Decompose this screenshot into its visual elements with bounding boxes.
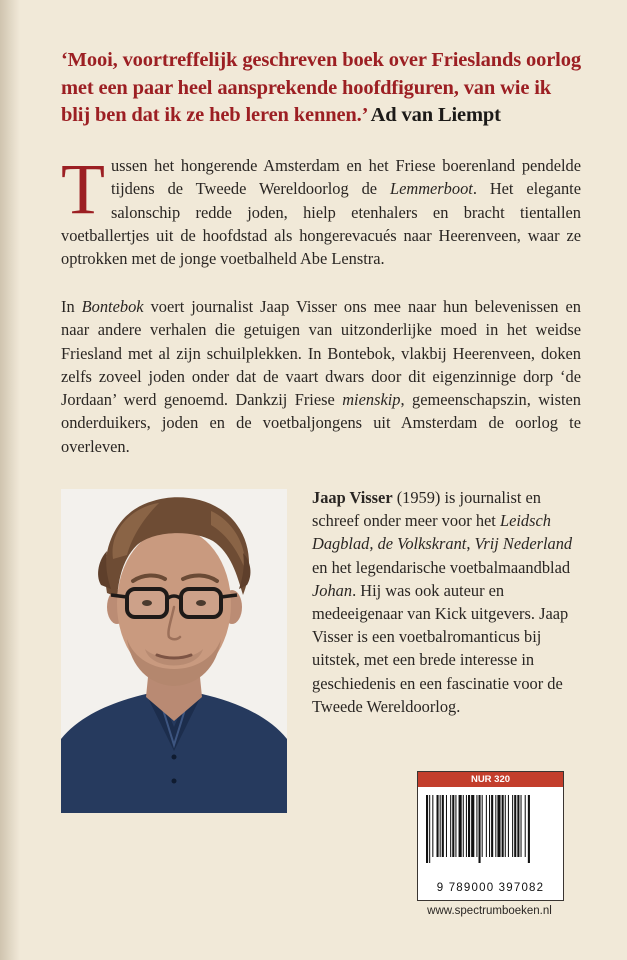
bio-text-1: (1959) is journalist en schreef onder meer voor het bbox=[312, 488, 541, 531]
blurb-paragraph-1 bbox=[61, 149, 581, 270]
quote-author: Ad van Liempt bbox=[370, 104, 501, 126]
author-bio bbox=[312, 486, 582, 718]
bio-text-2: en het legendarische voetbalmaandblad bbox=[312, 557, 571, 577]
mienskip-word: mienskip bbox=[342, 390, 401, 410]
paragraph2-middle: voert journalist Jaap Visser ons mee naar hun belevenissen en naar andere verhalen die getuigen van uitzonderlijke moed in het weidse Friesland met al zijn schuilplekken. In Bontebok, vlakbij Heerenveen, doken zelfs zoveel joden onder dat de vaart dwars door dit eigenzinnige dorp ‘de Jordaan’ werd genoemd. Dankzij Friese bbox=[61, 297, 581, 410]
spine-shadow bbox=[0, 0, 20, 960]
boat-name: Lemmerboot bbox=[389, 179, 473, 199]
barcode-graphic bbox=[418, 787, 563, 867]
publisher-website[interactable]: www.spectrumboeken.nl bbox=[427, 905, 552, 917]
book-title: Bontebok bbox=[81, 297, 144, 316]
blurb-paragraph-2 bbox=[61, 295, 581, 458]
bio-separator-2: , bbox=[466, 534, 475, 554]
author-photo bbox=[61, 489, 287, 813]
author-portrait-illustration bbox=[61, 489, 287, 813]
nur-label: NUR 320 bbox=[418, 772, 563, 787]
paragraph1-rest: . Het elegante salonschip redde joden, hielp etenhalers en bracht tientallen voetballertjes uit de hoofdstad als hongerevacués naar Heerenveen, waar ze optrokken met de jonge voetbalheld Abe Lenstra. bbox=[61, 179, 581, 269]
barcode-box bbox=[417, 771, 564, 901]
isbn-number: 9 789000 397082 bbox=[436, 882, 545, 894]
bio-text-3: . Hij was ook auteur en medeeigenaar van Kick uitgevers. Jaap Visser is een voetbalromanticus bij uitstek, met een brede interesse in geschiedenis en een fascinatie voor de Tweede Wereldoorlog. bbox=[312, 580, 569, 716]
paragraph2-intro: In bbox=[61, 297, 82, 316]
publication-leidsch-dagblad: Leidsch Dagblad bbox=[312, 511, 551, 554]
review-quote bbox=[61, 47, 581, 130]
drop-cap: T bbox=[61, 149, 105, 229]
paragraph1-lead: ussen het hongerende Amsterdam en het Friese boerenland pendelde tijdens de Tweede Wereldoorlog de bbox=[110, 156, 581, 199]
publication-vrij-nederland: Vrij Nederland bbox=[474, 534, 573, 554]
bio-separator-1: , bbox=[369, 534, 378, 554]
publication-volkskrant: de Volkskrant bbox=[377, 534, 467, 554]
paragraph2-end: , gemeenschapszin, wisten onderduikers, joden en de voetbaljongens uit Amsterdam de oorlog te overleven. bbox=[61, 390, 582, 456]
quote-text: ‘Mooi, voortreffelijk geschreven boek over Frieslands oorlog met een paar heel aansprekende hoofdfiguren, van wie ik blij ben dat ik ze heb leren kennen.’ bbox=[61, 49, 581, 126]
publication-johan: Johan bbox=[312, 580, 353, 600]
author-name: Jaap Visser bbox=[312, 488, 393, 507]
